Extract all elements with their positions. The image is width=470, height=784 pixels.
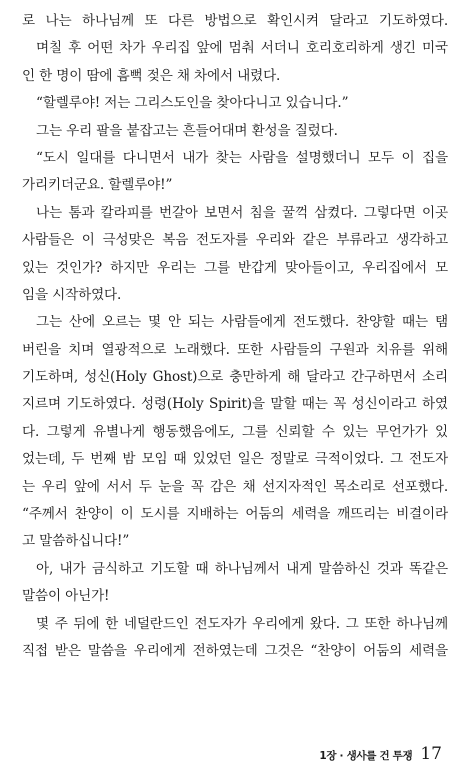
body-line: “도시 일대를 다니면서 내가 찾는 사람을 설명했더니 모두 이 집을 — [36, 149, 448, 166]
body-line: 있는 것인가? 하지만 우리는 그를 반갑게 맞아들이고, 우리집에서 모 — [22, 259, 448, 276]
body-text — [22, 8, 448, 665]
body-line: 가리키더군요. 할렐루야!” — [22, 177, 173, 194]
body-line: 로 나는 하나님께 또 다른 방법으로 확인시켜 달라고 기도하였다. — [22, 13, 448, 29]
body-line: “할렐루야! 저는 그리스도인을 찾아다니고 있습니다.” — [36, 95, 349, 112]
page-footer — [319, 744, 442, 768]
body-line: 었는데, 두 번째 밤 모임 때 있었던 일은 정말로 극적이었다. 그 전도자 — [22, 451, 448, 468]
body-line: 지르며 기도하였다. 성령(Holy Spirit)을 말할 때는 꼭 성신이라고 하였 — [22, 396, 448, 413]
body-line: 인 한 명이 땀에 흠뻑 젖은 채 차에서 내렸다. — [22, 67, 281, 84]
page-number: 17 — [420, 744, 442, 764]
body-line: 고 말씀하십니다!” — [22, 533, 130, 550]
body-line: 다. 그렇게 유별나게 행동했음에도, 그를 신뢰할 수 있는 무언가가 있 — [22, 423, 448, 440]
body-line: 직접 받은 말씀을 우리에게 전하였는데 그것은 “찬양이 어둠의 세력을 — [22, 642, 448, 659]
body-line: 아, 내가 금식하고 기도할 때 하나님께서 내게 말씀하신 것과 똑같은 — [36, 560, 448, 577]
body-line: 몇 주 뒤에 한 네덜란드인 전도자가 우리에게 왔다. 그 또한 하나님께 — [36, 615, 448, 632]
body-line: 기도하며, 성신(Holy Ghost)으로 충만하게 해 달라고 간구하면서 소리 — [22, 369, 448, 386]
body-line: 나는 톰과 칼라피를 번갈아 보면서 침을 꿀꺽 삼켰다. 그렇다면 이곳 — [36, 204, 448, 221]
body-line: 임을 시작하였다. — [22, 286, 122, 303]
body-line: 그는 우리 팔을 붙잡고는 흔들어대며 환성을 질렀다. — [36, 122, 338, 139]
body-line: “주께서 찬양이 이 도시를 지배하는 어둠의 세력을 깨뜨리는 비결이라 — [22, 506, 448, 523]
body-line: 며칠 후 어떤 차가 우리집 앞에 멈춰 서더니 호리호리하게 생긴 미국 — [36, 40, 448, 57]
body-line: 그는 산에 오르는 몇 안 되는 사람들에게 전도했다. 찬양할 때는 탬 — [36, 314, 448, 331]
body-line: 는 우리 앞에 서서 두 눈을 꼭 감은 채 선지자적인 목소리로 선포했다. — [22, 478, 448, 495]
body-line: 말씀이 아닌가! — [22, 588, 110, 605]
running-footer-chapter: 1장 · 생사를 건 투쟁 — [319, 750, 413, 762]
body-line: 사람들은 이 극성맞은 복음 전도자를 우리와 같은 부류라고 생각하고 — [22, 232, 448, 249]
body-line: 버린을 치며 열광적으로 노래했다. 또한 사람들의 구원과 치유를 위해 — [22, 341, 448, 358]
